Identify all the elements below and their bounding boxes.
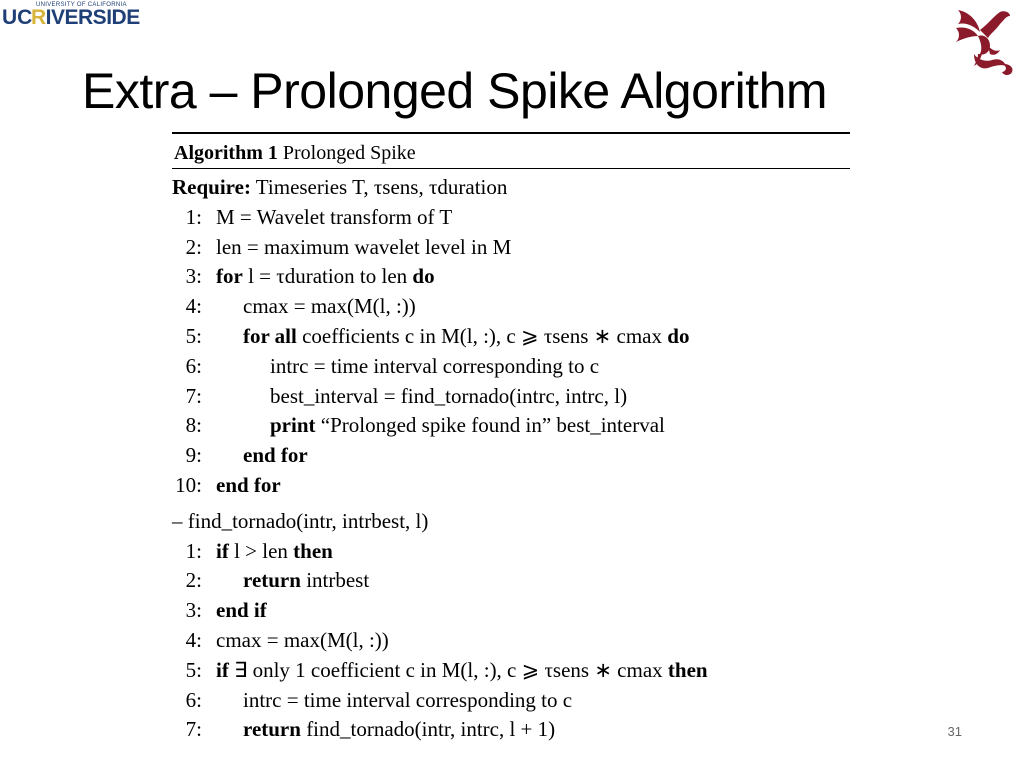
logo-uc: UC: [2, 6, 33, 29]
line-code: if ∃ only 1 coefficient c in M(l, :), c ⩾ τsens ∗ cmax then: [216, 657, 708, 682]
line-code: end for: [216, 472, 281, 497]
algorithm-line: [172, 322, 850, 352]
function-line: [172, 686, 850, 716]
ucr-logo: [2, 2, 152, 32]
line-number: 9:: [185, 443, 202, 468]
line-number: 5:: [185, 323, 202, 348]
function-line: [172, 656, 850, 686]
line-code: return find_tornado(intr, intrc, l + 1): [243, 717, 556, 742]
function-line: [172, 537, 850, 567]
line-code: for all coefficients c in M(l, :), c ⩾ τsens ∗ cmax do: [243, 323, 690, 348]
algorithm-line: [172, 352, 850, 382]
function-line: [172, 626, 850, 656]
dragon-logo-icon: [944, 2, 1016, 82]
algorithm-box: [172, 132, 850, 745]
line-code: if l > len then: [216, 538, 333, 563]
page-number: 31: [947, 724, 962, 739]
algorithm-line: [172, 471, 850, 501]
line-code: M = Wavelet transform of T: [216, 204, 453, 229]
line-number: 4:: [185, 627, 202, 652]
require-label: Require:: [172, 175, 251, 199]
function-signature: – find_tornado(intr, intrbest, l): [172, 508, 429, 533]
algorithm-require-line: [172, 173, 850, 203]
line-code: for l = τduration to len do: [216, 264, 435, 289]
line-code: cmax = max(M(l, :)): [216, 627, 389, 652]
function-line: [172, 715, 850, 745]
algorithm-header: Algorithm 1 Prolonged Spike: [172, 134, 850, 169]
line-number: 7:: [185, 383, 202, 408]
line-number: 7:: [185, 717, 202, 742]
function-line: [172, 596, 850, 626]
line-number: 4:: [185, 294, 202, 319]
line-number: 10:: [175, 472, 202, 497]
line-number: 1:: [185, 538, 202, 563]
line-code: end for: [243, 443, 308, 468]
line-code: print “Prolonged spike found in” best_interval: [270, 413, 665, 438]
line-code: intrc = time interval corresponding to c: [243, 687, 573, 712]
slide-title: Extra – Prolonged Spike Algorithm: [82, 63, 828, 119]
algorithm-line: [172, 292, 850, 322]
line-code: return intrbest: [243, 568, 370, 593]
line-code: len = maximum wavelet level in M: [216, 234, 512, 259]
algorithm-line: [172, 411, 850, 441]
line-number: 8:: [185, 413, 202, 438]
logo-subtitle: UNIVERSITY OF CALIFORNIA: [36, 2, 127, 8]
line-code: end if: [216, 598, 267, 623]
line-number: 1:: [185, 204, 202, 229]
line-code: cmax = max(M(l, :)): [243, 294, 416, 319]
algorithm-line: [172, 233, 850, 263]
function-line: [172, 566, 850, 596]
algorithm-line: [172, 382, 850, 412]
line-code: intrc = time interval corresponding to c: [270, 353, 600, 378]
line-number: 2:: [185, 234, 202, 259]
line-number: 6:: [185, 353, 202, 378]
line-number: 2:: [185, 568, 202, 593]
line-number: 3:: [185, 264, 202, 289]
line-number: 5:: [185, 657, 202, 682]
logo-riverside: RIVERSIDE: [31, 6, 140, 29]
require-text: Timeseries T, τsens, τduration: [250, 175, 508, 199]
line-code: best_interval = find_tornado(intrc, intrc, l): [270, 383, 628, 408]
line-number: 3:: [185, 598, 202, 623]
algorithm-line: [172, 441, 850, 471]
algorithm-line: [172, 262, 850, 292]
line-number: 6:: [185, 687, 202, 712]
algorithm-line: [172, 203, 850, 233]
